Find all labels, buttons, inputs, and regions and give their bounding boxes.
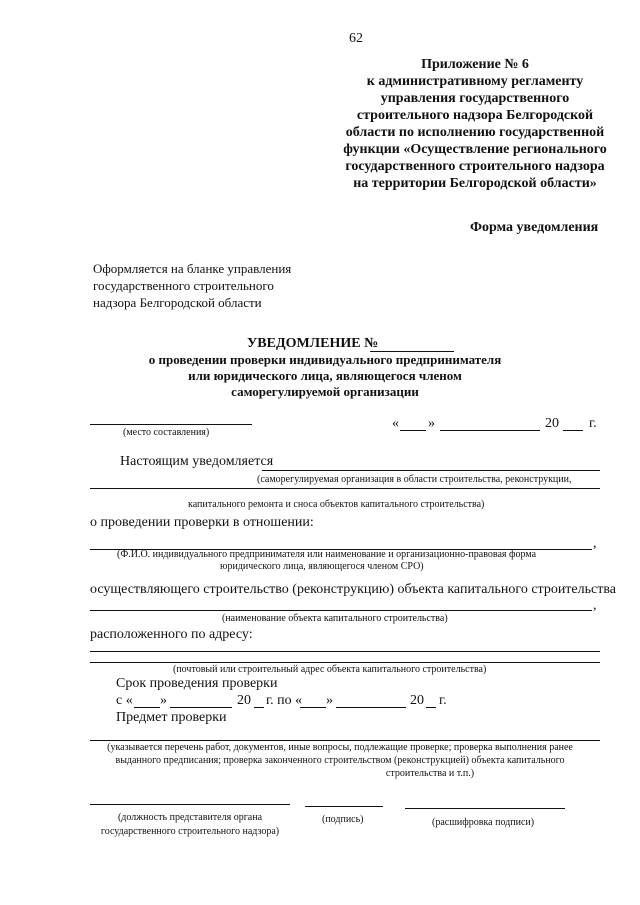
notice-title: УВЕДОМЛЕНИЕ № [247,336,379,351]
date-month-line [440,430,540,431]
appendix-line: области по исполнению государственной [345,125,605,140]
notice-subtitle [140,352,510,400]
period-from-month-line [170,707,232,708]
period-to-day-line [300,707,326,708]
position-caption [75,811,305,839]
date-day-line [400,430,426,431]
appendix-line: на территории Белгородской области» [353,176,597,191]
notify-text: Настоящим уведомляется [120,454,274,469]
entity-comma: , [593,536,597,551]
appendix-line: строительного надзора Белгородской [356,108,594,123]
address-line-2 [90,662,600,663]
decoding-line [405,808,565,809]
notice-subtitle-line: или юридического лица, являющегося членом [188,368,462,383]
blank-note [93,260,291,311]
sro-line-2 [90,488,600,489]
address-text: расположенного по адресу: [90,627,253,642]
position-line [90,804,290,805]
appendix-line: государственного строительного надзора [345,159,605,174]
date-year-prefix: 20 [545,416,559,431]
blank-note-line: Оформляется на бланке управления [93,261,292,276]
notice-subtitle-line: саморегулируемой организации [231,384,419,399]
period-to-close: » [326,693,333,708]
period-label: Срок проведения проверки [116,676,278,691]
period-to-year: 20 [410,693,424,708]
period-from-year-line [254,707,264,708]
date-year-suffix: г. [589,416,597,431]
subject-caption [80,741,600,780]
blank-note-line: надзора Белгородской области [93,295,262,310]
appendix-line: Приложение № 6 [421,57,529,72]
appendix-block [330,56,620,192]
place-caption: (место составления) [123,427,210,438]
sro-caption-1: (саморегулируемая организация в области строительства, реконструкции, [257,474,572,485]
sro-line [262,470,600,471]
address-line-1 [90,651,600,652]
blank-note-line: государственного строительного [93,278,274,293]
entity-caption-2: юридического лица, являющегося членом СРО) [220,561,424,572]
form-type-label: Форма уведомления [470,220,599,235]
object-line [90,610,592,611]
entity-caption-1: (Ф.И.О. индивидуального предпринимателя или наименование и организационно-правовая форма [117,549,537,560]
date-open-quote: « [392,416,399,431]
position-caption-line: (должность представителя органа [117,812,263,823]
period-from-year: 20 [237,693,251,708]
appendix-line: функции «Осуществление регионального [343,142,607,157]
subject-label: Предмет проверки [116,710,227,725]
address-caption: (почтовый или строительный адрес объекта капитального строительства) [173,664,487,675]
appendix-line: к административному регламенту [366,74,584,89]
signature-line [305,806,383,807]
subject-caption-line: выданного предписания; проверка законченного строительством (реконструкцией) объекта капитального [115,755,565,766]
construction-text: осуществляющего строительство (реконструкцию) объекта капитального строительства [90,582,616,597]
date-year-line [563,430,583,431]
period-from: с « [116,693,133,708]
period-from-close: » [160,693,167,708]
period-from-day-line [134,707,160,708]
decoding-caption: (расшифровка подписи) [432,817,535,828]
sro-caption-2: капитального ремонта и сноса объектов капитального строительства) [188,499,485,510]
date-close-quote: » [428,416,435,431]
place-line [90,424,252,425]
subject-caption-line: (указывается перечень работ, документов, иные вопросы, подлежащие проверке; проверка выполнения ранее [107,742,573,753]
period-to-month-line [336,707,406,708]
period-mid: г. по « [266,693,303,708]
subject-caption-line: строительства и т.п.) [385,768,475,779]
position-caption-line: государственного строительного надзора) [100,826,280,837]
inspection-text: о проведении проверки в отношении: [90,515,314,530]
object-caption: (наименование объекта капитального строительства) [222,613,448,624]
notice-subtitle-line: о проведении проверки индивидуального предпринимателя [148,352,502,367]
period-to-year-line [426,707,436,708]
object-comma: , [593,598,597,613]
period-end: г. [439,693,447,708]
appendix-line: управления государственного [380,91,570,106]
page-number: 62 [349,31,363,46]
signature-caption: (подпись) [322,814,364,825]
